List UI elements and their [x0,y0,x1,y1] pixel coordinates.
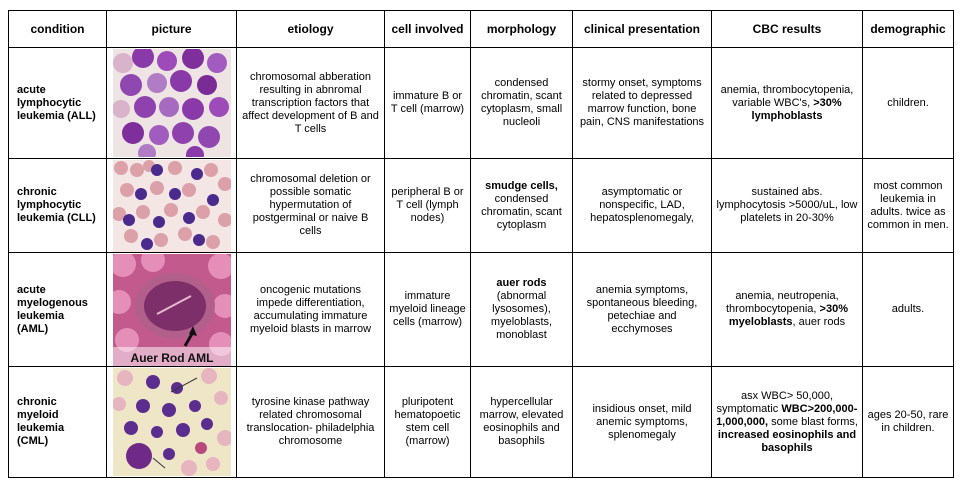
all-blood-smear-image [113,49,231,157]
condition-line: lymphocytic [17,199,82,211]
cbc-text: asx WBC> 50,000, symptomatic [716,389,834,415]
morphology-cell [471,159,573,253]
header-etiology: etiology [237,11,385,48]
condition-line: (AML) [17,322,49,335]
clinical-cell: asymptomatic or nonspecific, LAD, hepatosplenomegaly, [573,159,712,253]
condition-line: chronic [17,186,57,198]
header-morphology: morphology [471,11,573,48]
etiology-cell: tyrosine kinase pathway related chromosomal translocation- philadelphia chromosome [237,367,385,478]
cbc-cell: sustained abs. lymphocytosis >5000/uL, low platelets in 20-30% [712,159,863,253]
header-row [9,11,954,48]
condition-line: acute [17,283,46,296]
condition-line: (CML) [17,435,49,447]
morphology-cell [471,253,573,367]
morphology-cell: condensed chromatin, scant cytoplasm, small nucleoli [471,48,573,159]
picture-cell [107,253,237,367]
etiology-cell: oncogenic mutations impede differentiation, accumulating immature myeloid blasts in marrow [237,253,385,367]
picture-cell [107,159,237,253]
cbc-text: , auer rods [792,316,846,328]
demographic-cell: ages 20-50, rare in children. [863,367,954,478]
cll-blood-smear-image [113,160,231,252]
header-cbc-results: CBC results [712,11,863,48]
cell-involved-cell: peripheral B or T cell (lymph nodes) [385,159,471,253]
clinical-cell: stormy onset, symptoms related to depressed marrow function, bone pain, CNS manifestations [573,48,712,159]
morphology-text: condensed chromatin, scant cytoplasm [481,192,562,231]
header-condition: condition [9,11,107,48]
condition-line: leukemia [17,422,65,434]
header-picture: picture [107,11,237,48]
table-row-cml [9,367,954,478]
clinical-cell: insidious onset, mild anemic symptoms, splenomegaly [573,367,712,478]
condition-cell [9,253,107,367]
cell-involved-cell: pluripotent hematopoetic stem cell (marrow) [385,367,471,478]
cml-blood-smear-image [113,368,231,476]
demographic-cell: adults. [863,253,954,367]
cell-involved-cell: immature myeloid lineage cells (marrow) [385,253,471,367]
cbc-cell [712,367,863,478]
demographic-cell: most common leukemia in adults. twice as common in men. [863,159,954,253]
cbc-text: anemia, neutropenia, thrombocytopenia, [725,290,839,315]
etiology-cell: chromosomal deletion or possible somatic hypermutation of postgerminal or naive B cells [237,159,385,253]
condition-line: myeloid [17,409,59,421]
cbc-bold-text: WBC>200,000-1,000,000, [716,402,858,428]
cbc-text: some blast forms, [768,415,858,428]
condition-cell [9,48,107,159]
table-row-cll [9,159,954,253]
condition-line: chronic [17,396,57,408]
condition-line: leukemia (ALL) [17,109,96,122]
clinical-cell: anemia symptoms, spontaneous bleeding, petechiae and ecchymoses [573,253,712,367]
picture-cell [107,367,237,478]
cbc-bold-text: increased eosinophils and basophils [717,428,857,454]
condition-line: lymphocytic [17,96,82,109]
morphology-text: (abnormal lysosomes), myeloblasts, monoblast [490,290,553,341]
condition-cell [9,367,107,478]
morphology-bold-text: auer rods [496,277,547,289]
demographic-cell: children. [863,48,954,159]
aml-auer-rod-image [113,254,231,366]
condition-line: leukemia (CLL) [17,212,96,224]
condition-line: myelogenous [17,296,88,309]
morphology-bold-text: smudge cells, [485,179,558,192]
cell-involved-cell: immature B or T cell (marrow) [385,48,471,159]
condition-cell [9,159,107,253]
condition-line: acute [17,83,46,96]
morphology-cell: hypercellular marrow, elevated eosinophils and basophils [471,367,573,478]
cbc-cell [712,48,863,159]
table-row-aml [9,253,954,367]
cbc-bold-text: >30% lymphoblasts [751,96,842,122]
leukemia-table [8,10,954,478]
cbc-text: anemia, thrombocytopenia, variable WBC's, [720,83,854,109]
condition-line: leukemia [17,309,65,322]
etiology-cell: chromosomal abberation resulting in abnromal transcription factors that affect development of B and T cells [237,48,385,159]
aml-image-label: Auer Rod AML [130,350,213,365]
header-cell-involved: cell involved [385,11,471,48]
cbc-bold-text: >30% myeloblasts [728,303,848,328]
table-row-all [9,48,954,159]
header-clinical-presentation: clinical presentation [573,11,712,48]
picture-cell [107,48,237,159]
cbc-cell [712,253,863,367]
header-demographic: demographic [863,11,954,48]
